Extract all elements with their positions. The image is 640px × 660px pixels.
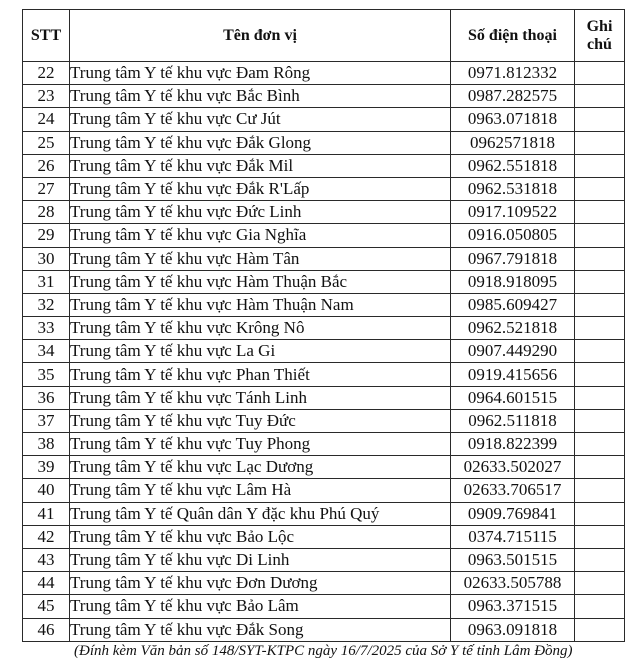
row-phone: 0918.822399 <box>451 433 575 456</box>
row-unit-name: Trung tâm Y tế khu vực Đắk Glong <box>70 131 451 154</box>
table-row <box>23 201 625 224</box>
row-stt: 37 <box>23 409 70 432</box>
row-phone: 0962571818 <box>451 131 575 154</box>
row-phone: 0963.071818 <box>451 108 575 131</box>
row-unit-name: Trung tâm Y tế khu vực Đắk Mil <box>70 154 451 177</box>
row-note <box>575 85 625 108</box>
row-stt: 30 <box>23 247 70 270</box>
row-phone: 0907.449290 <box>451 340 575 363</box>
table-row <box>23 293 625 316</box>
row-stt: 38 <box>23 433 70 456</box>
table-row <box>23 456 625 479</box>
row-unit-name: Trung tâm Y tế khu vực Hàm Thuận Nam <box>70 293 451 316</box>
row-unit-name: Trung tâm Y tế khu vực Phan Thiết <box>70 363 451 386</box>
row-stt: 36 <box>23 386 70 409</box>
row-unit-name: Trung tâm Y tế khu vực Tánh Linh <box>70 386 451 409</box>
header-note: Ghi chú <box>575 10 625 62</box>
row-stt: 45 <box>23 595 70 618</box>
row-note <box>575 618 625 641</box>
row-unit-name: Trung tâm Y tế khu vực Tuy Đức <box>70 409 451 432</box>
row-phone: 0962.521818 <box>451 317 575 340</box>
row-unit-name: Trung tâm Y tế khu vực Bảo Lộc <box>70 525 451 548</box>
row-unit-name: Trung tâm Y tế khu vực Đam Rông <box>70 62 451 85</box>
row-unit-name: Trung tâm Y tế khu vực Lạc Dương <box>70 456 451 479</box>
row-stt: 23 <box>23 85 70 108</box>
row-phone: 0962.551818 <box>451 154 575 177</box>
row-unit-name: Trung tâm Y tế khu vực Đức Linh <box>70 201 451 224</box>
table-row <box>23 525 625 548</box>
row-unit-name: Trung tâm Y tế khu vực La Gi <box>70 340 451 363</box>
row-stt: 39 <box>23 456 70 479</box>
row-phone: 0374.715115 <box>451 525 575 548</box>
row-unit-name: Trung tâm Y tế khu vực Hàm Thuận Bắc <box>70 270 451 293</box>
row-stt: 34 <box>23 340 70 363</box>
table-row <box>23 479 625 502</box>
row-stt: 22 <box>23 62 70 85</box>
table-row <box>23 386 625 409</box>
table-row <box>23 595 625 618</box>
row-stt: 33 <box>23 317 70 340</box>
row-note <box>575 247 625 270</box>
row-note <box>575 525 625 548</box>
row-stt: 25 <box>23 131 70 154</box>
row-stt: 29 <box>23 224 70 247</box>
header-phone: Số điện thoại <box>451 10 575 62</box>
table-row <box>23 618 625 641</box>
health-centers-table <box>22 9 625 642</box>
row-phone: 0909.769841 <box>451 502 575 525</box>
row-phone: 0963.091818 <box>451 618 575 641</box>
row-note <box>575 502 625 525</box>
table-row <box>23 108 625 131</box>
table-row <box>23 85 625 108</box>
row-note <box>575 131 625 154</box>
source-footnote: (Đính kèm Văn bản số 148/SYT-KTPC ngày 16/7/2025 của Sở Y tế tỉnh Lâm Đồng) <box>74 643 573 659</box>
row-note <box>575 62 625 85</box>
row-phone: 0987.282575 <box>451 85 575 108</box>
row-stt: 43 <box>23 548 70 571</box>
table-row <box>23 62 625 85</box>
row-unit-name: Trung tâm Y tế khu vực Hàm Tân <box>70 247 451 270</box>
row-stt: 24 <box>23 108 70 131</box>
row-phone: 02633.505788 <box>451 572 575 595</box>
row-unit-name: Trung tâm Y tế khu vực Đơn Dương <box>70 572 451 595</box>
row-phone: 0963.371515 <box>451 595 575 618</box>
table-row <box>23 572 625 595</box>
row-unit-name: Trung tâm Y tế khu vực Bảo Lâm <box>70 595 451 618</box>
row-phone: 0985.609427 <box>451 293 575 316</box>
row-stt: 31 <box>23 270 70 293</box>
row-unit-name: Trung tâm Y tế khu vực Gia Nghĩa <box>70 224 451 247</box>
row-note <box>575 201 625 224</box>
table-row <box>23 502 625 525</box>
row-stt: 26 <box>23 154 70 177</box>
row-stt: 42 <box>23 525 70 548</box>
row-phone: 0919.415656 <box>451 363 575 386</box>
row-phone: 0967.791818 <box>451 247 575 270</box>
row-phone: 0918.918095 <box>451 270 575 293</box>
row-note <box>575 154 625 177</box>
row-note <box>575 595 625 618</box>
row-note <box>575 293 625 316</box>
row-note <box>575 108 625 131</box>
row-unit-name: Trung tâm Y tế Quân dân Y đặc khu Phú Quý <box>70 502 451 525</box>
table-row <box>23 224 625 247</box>
row-note <box>575 572 625 595</box>
table-row <box>23 270 625 293</box>
row-stt: 27 <box>23 177 70 200</box>
row-note <box>575 409 625 432</box>
row-stt: 44 <box>23 572 70 595</box>
row-stt: 35 <box>23 363 70 386</box>
row-note <box>575 433 625 456</box>
row-phone: 02633.706517 <box>451 479 575 502</box>
table-row <box>23 340 625 363</box>
row-phone: 0917.109522 <box>451 201 575 224</box>
row-unit-name: Trung tâm Y tế khu vực Krông Nô <box>70 317 451 340</box>
row-phone: 0962.511818 <box>451 409 575 432</box>
row-note <box>575 317 625 340</box>
header-stt: STT <box>23 10 70 62</box>
table-body <box>23 62 625 642</box>
table-row <box>23 317 625 340</box>
row-note <box>575 177 625 200</box>
header-unit-name: Tên đơn vị <box>70 10 451 62</box>
table-row <box>23 363 625 386</box>
row-note <box>575 548 625 571</box>
table-row <box>23 548 625 571</box>
row-stt: 46 <box>23 618 70 641</box>
table-row <box>23 247 625 270</box>
table-row <box>23 154 625 177</box>
table-row <box>23 433 625 456</box>
table-header-row <box>23 10 625 62</box>
row-note <box>575 340 625 363</box>
row-note <box>575 479 625 502</box>
row-phone: 0963.501515 <box>451 548 575 571</box>
row-unit-name: Trung tâm Y tế khu vực Bắc Bình <box>70 85 451 108</box>
row-phone: 02633.502027 <box>451 456 575 479</box>
row-note <box>575 363 625 386</box>
row-stt: 32 <box>23 293 70 316</box>
row-stt: 41 <box>23 502 70 525</box>
row-unit-name: Trung tâm Y tế khu vực Đắk R'Lấp <box>70 177 451 200</box>
table-row <box>23 131 625 154</box>
row-unit-name: Trung tâm Y tế khu vực Đắk Song <box>70 618 451 641</box>
row-unit-name: Trung tâm Y tế khu vực Lâm Hà <box>70 479 451 502</box>
row-unit-name: Trung tâm Y tế khu vực Tuy Phong <box>70 433 451 456</box>
table-row <box>23 409 625 432</box>
row-note <box>575 270 625 293</box>
row-note <box>575 224 625 247</box>
row-unit-name: Trung tâm Y tế khu vực Cư Jút <box>70 108 451 131</box>
row-note <box>575 456 625 479</box>
row-phone: 0962.531818 <box>451 177 575 200</box>
row-stt: 28 <box>23 201 70 224</box>
row-phone: 0971.812332 <box>451 62 575 85</box>
row-stt: 40 <box>23 479 70 502</box>
row-phone: 0964.601515 <box>451 386 575 409</box>
table-row <box>23 177 625 200</box>
row-note <box>575 386 625 409</box>
row-phone: 0916.050805 <box>451 224 575 247</box>
row-unit-name: Trung tâm Y tế khu vực Di Linh <box>70 548 451 571</box>
